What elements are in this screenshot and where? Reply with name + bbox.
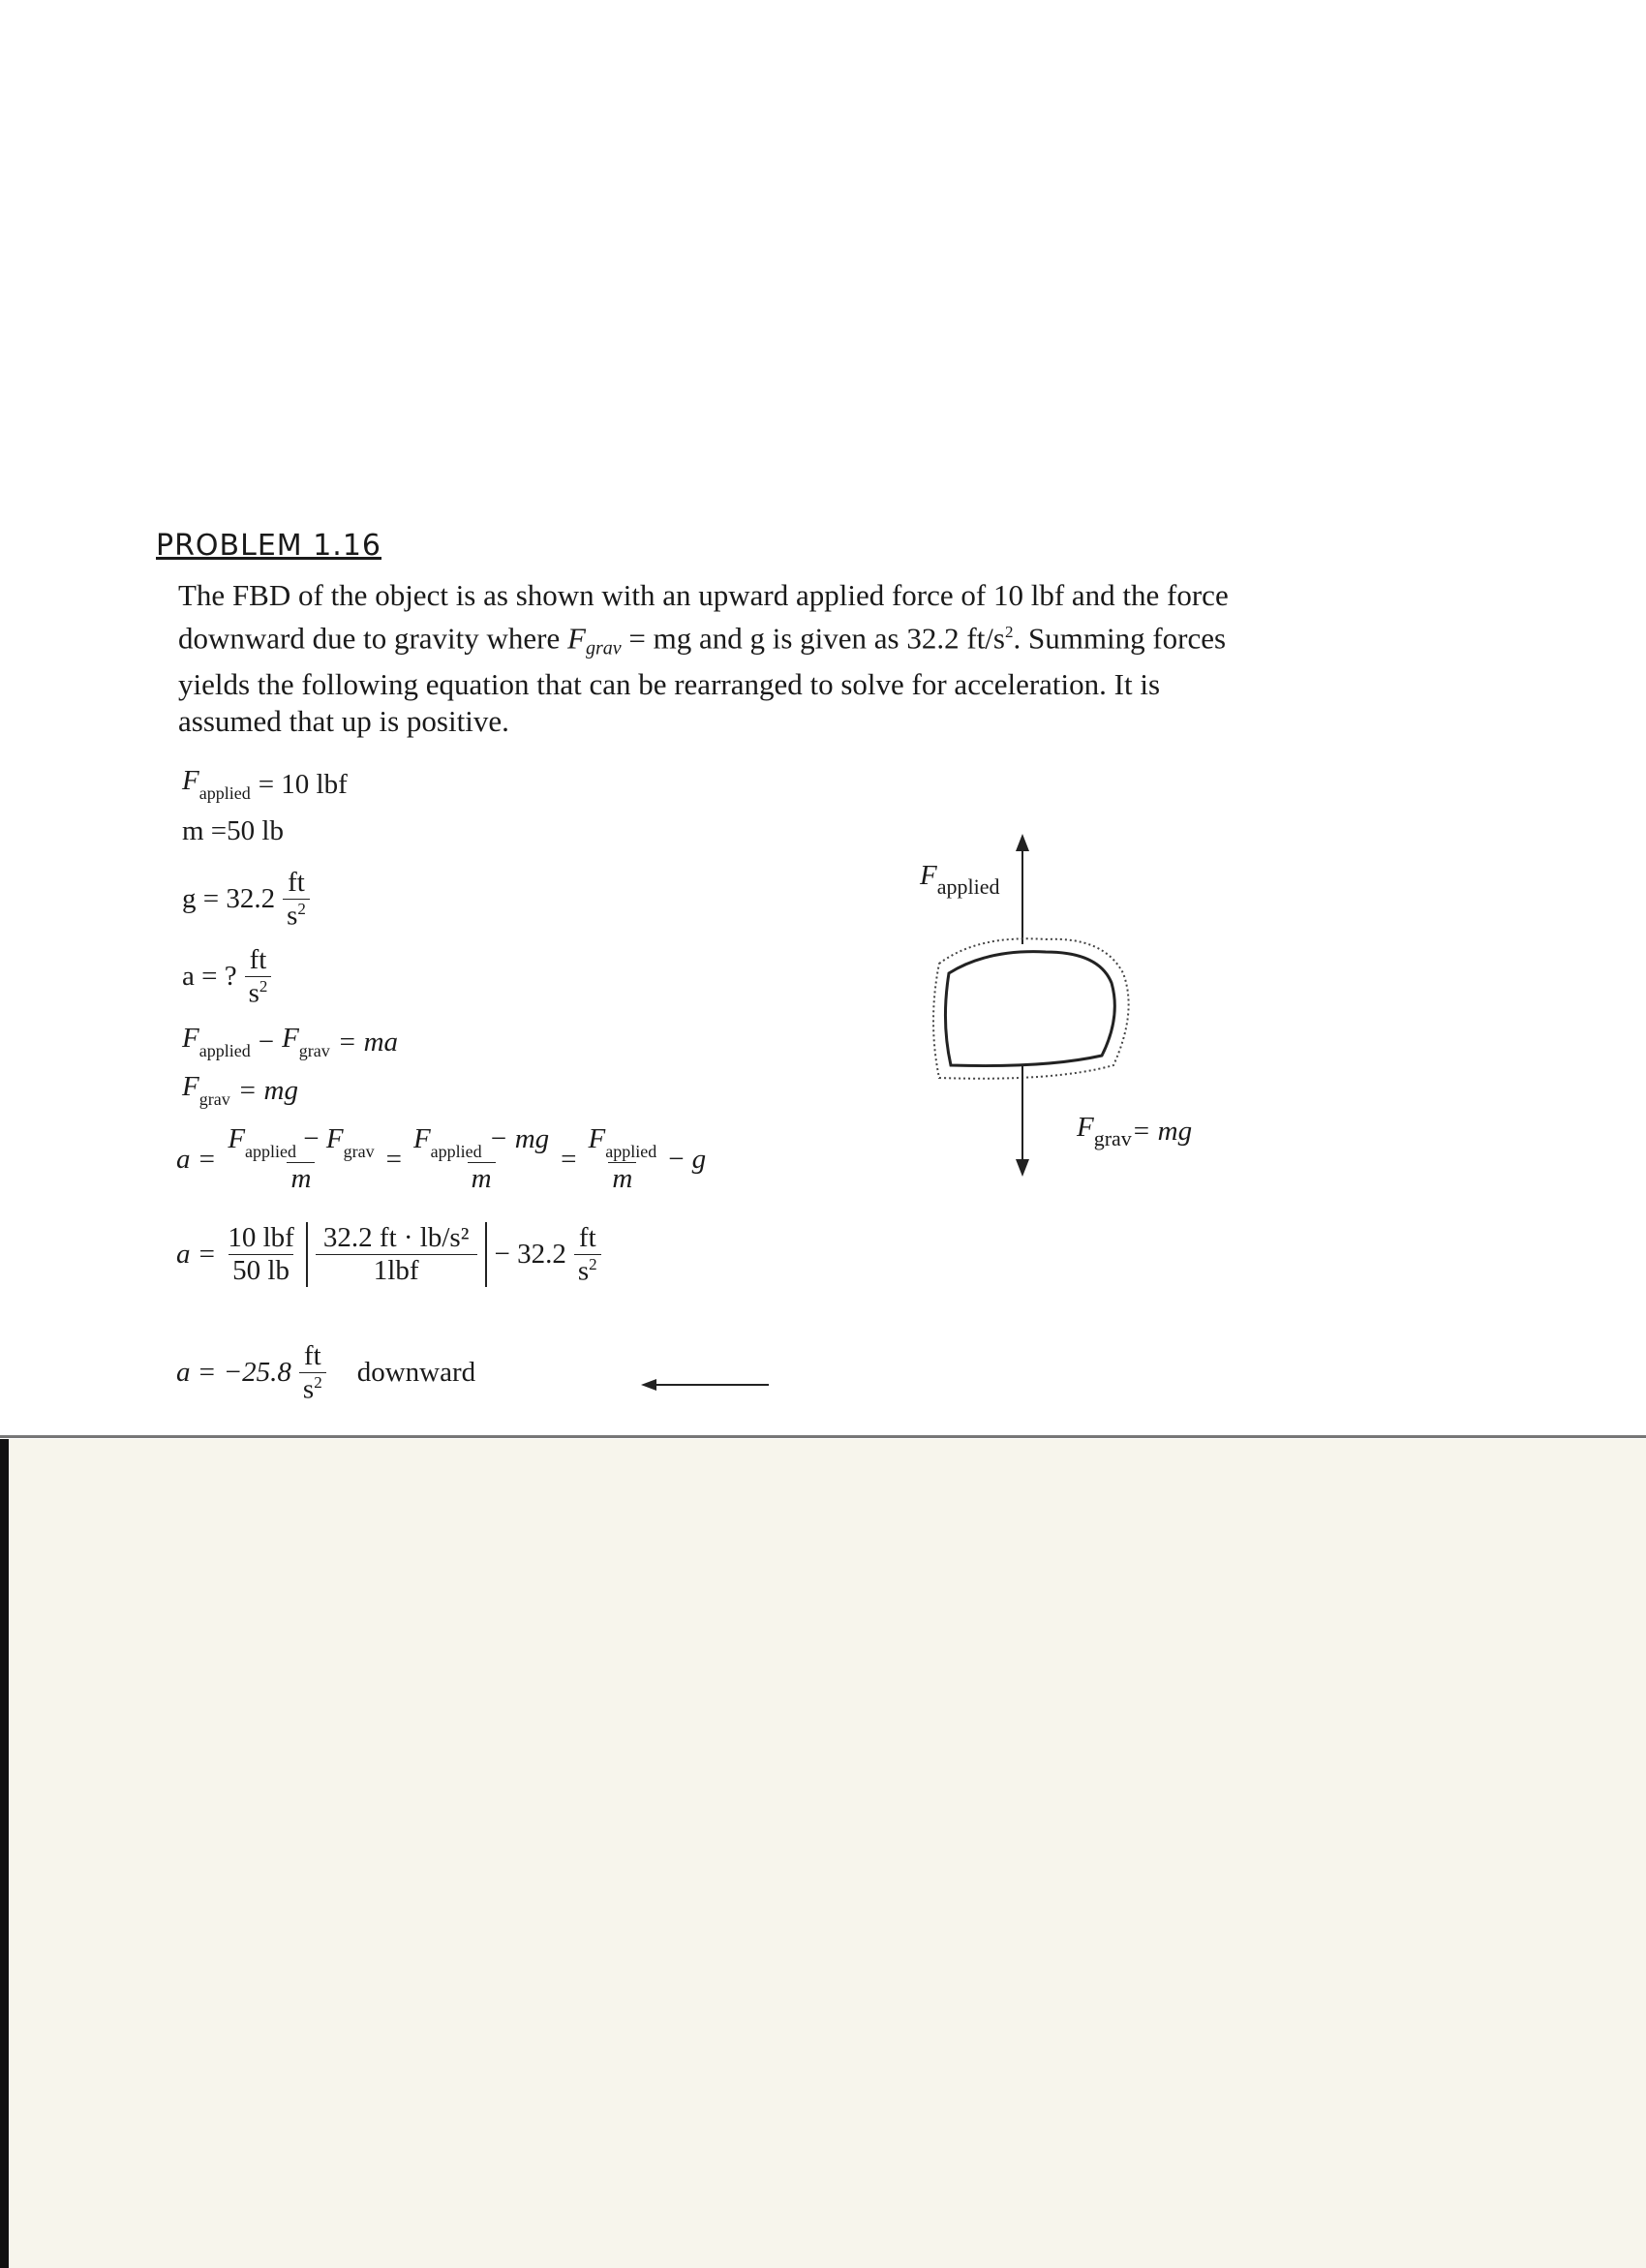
label-f-applied: $F_{applied}$ — [920, 860, 1000, 899]
acceleration-derivation: a = $\frac{F_{applied} - F_{grav}}{m}$ = $\frac{F_{applied} - mg}{m}$ = $\frac{F_{applied}}{m}$ − g — [176, 1123, 707, 1194]
acceleration-calculation: a = $\frac{\text{10 lbf}}{50 lb}$ $\frac{\text{32.2 ft · lb/s²}}{\text{1lbf}}$ − 32.2 $\frac{ft}{s^2}$ — [176, 1222, 601, 1288]
para-line-2: downward due to gravity where $F_{grav}$ = mg and g is given as 32.2 $ft/s^2$. Summing forces — [178, 621, 1227, 659]
scan-edge — [0, 1439, 9, 2268]
label-f-grav: $F_{grav}$ = mg — [1077, 1112, 1193, 1150]
problem-statement — [178, 577, 1229, 740]
given-mass: m =50 lb — [182, 815, 284, 846]
sum-forces-equation: $F_{applied}$ − $F_{grav}$ = ma — [182, 1023, 399, 1060]
answer-pointer-arrow-icon — [639, 1373, 775, 1396]
object-blob — [945, 952, 1114, 1066]
given-a: a = ? $\frac{ft}{s^2}$ — [182, 944, 271, 1010]
arrow-up-icon — [1016, 834, 1029, 851]
arrow-down-icon — [1016, 1159, 1029, 1177]
given-f-applied: $F_{applied}$ = 10 lbf — [182, 765, 348, 803]
lower-page-background — [0, 1439, 1646, 2268]
gravity-equation: $F_{grav}$ = mg — [182, 1071, 298, 1109]
page-edge-line — [0, 1435, 1646, 1438]
para-line-4: assumed that up is positive. — [178, 704, 509, 739]
para-line-3: yields the following equation that can be rearranged to solve for acceleration. It is — [178, 667, 1161, 702]
para-line-1: The FBD of the object is as shown with an upward applied force of 10 lbf and the force — [178, 578, 1229, 612]
final-result: a = −25.8 $\frac{ft}{s^2}$ downward — [176, 1340, 476, 1405]
conversion-factor: $\frac{\text{32.2 ft · lb/s²}}{\text{1lbf}}$ — [306, 1222, 487, 1287]
problem-title: PROBLEM 1.16 — [156, 529, 382, 563]
given-g: g = 32.2 $\frac{ft}{s^2}$ — [182, 867, 310, 933]
